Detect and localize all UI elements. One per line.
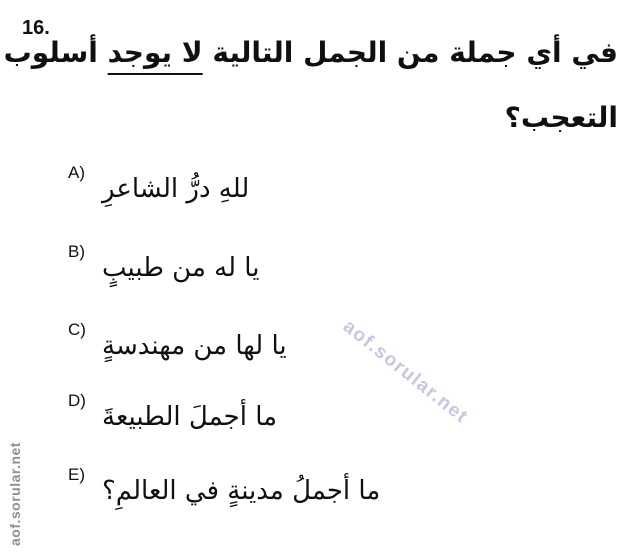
option-c-label: C) (68, 320, 86, 339)
question-underlined-phrase: لا يوجد (107, 36, 203, 69)
option-d-text: ما أجملَ الطبيعةَ (102, 402, 278, 432)
watermark-vertical: aof.sorular.net (7, 442, 23, 546)
question-number: 16. (22, 17, 50, 39)
option-d (68, 391, 277, 437)
option-b-text: يا له من طبيبٍ (102, 253, 260, 283)
question-line-2: التعجب؟ (504, 101, 618, 134)
option-b (68, 242, 259, 288)
option-d-label: D) (68, 391, 86, 410)
option-e-label: E) (68, 465, 85, 484)
option-a-text: للهِ درُّ الشاعرِ (102, 174, 250, 204)
option-b-label: B) (68, 242, 85, 261)
option-e (68, 465, 380, 511)
option-a-label: A) (68, 163, 85, 182)
option-c-text: يا لها من مهندسةٍ (102, 331, 287, 361)
option-c (68, 320, 287, 366)
watermark-diagonal: aof.sorular.net (338, 316, 473, 428)
question-line1-post: أسلوب (3, 36, 108, 69)
option-e-text: ما أجملُ مدينةٍ في العالمِ؟ (102, 476, 381, 506)
option-a (68, 163, 249, 209)
question-line1-pre: في أي جملة من الجمل التالية (202, 36, 618, 69)
